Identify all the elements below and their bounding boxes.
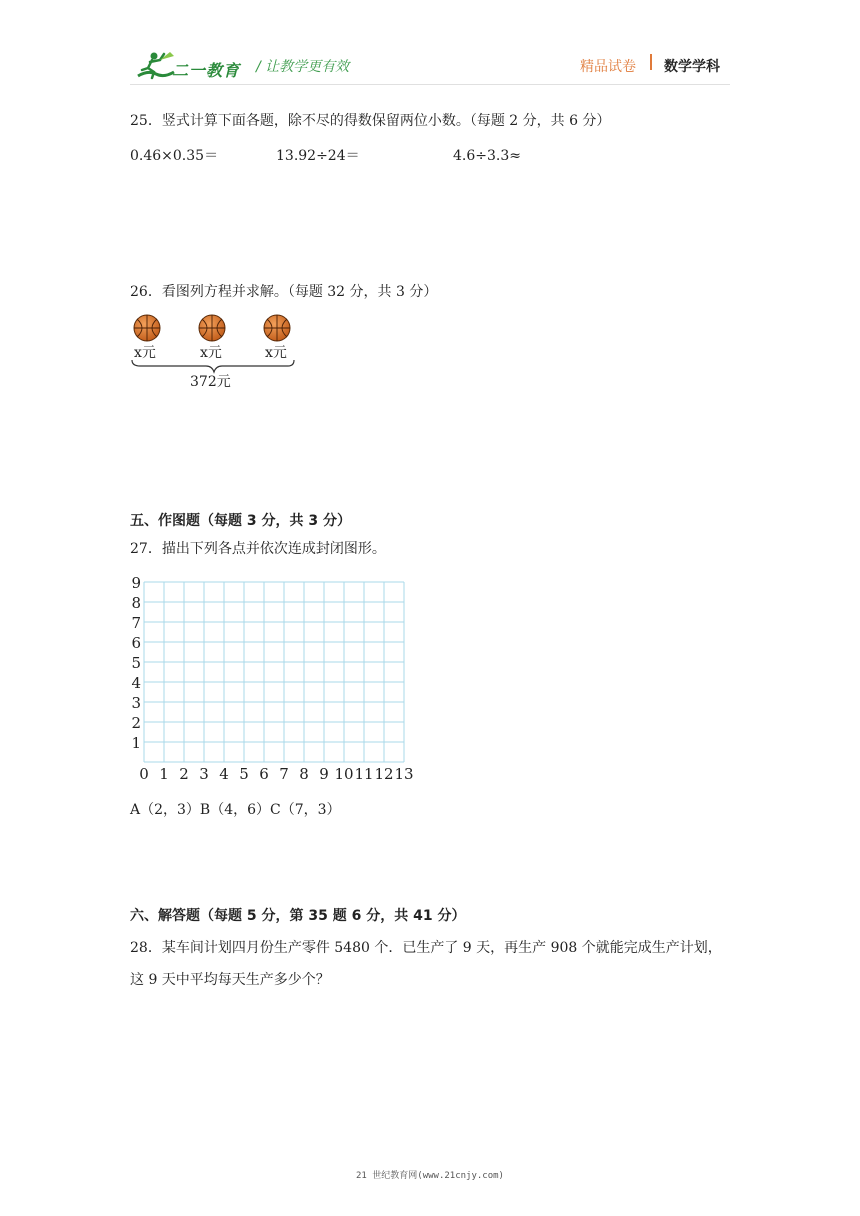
ball-label-3: x元 xyxy=(265,345,287,361)
x-tick-label: 13 xyxy=(394,765,414,782)
x-tick-label: 7 xyxy=(279,765,289,782)
basketball-icon xyxy=(199,315,225,341)
q25-item-1: 0.46×0.35＝ xyxy=(130,148,219,164)
brace xyxy=(132,360,294,372)
y-tick-label: 4 xyxy=(131,674,141,692)
header-subject: 数学学科 xyxy=(664,59,720,75)
y-tick-label: 2 xyxy=(131,714,141,732)
x-tick-label: 9 xyxy=(319,765,329,782)
x-tick-label: 4 xyxy=(219,765,229,782)
x-tick-label: 1 xyxy=(159,765,169,782)
total-label: 372元 xyxy=(190,374,231,390)
x-tick-label: 6 xyxy=(259,765,269,782)
x-tick-label: 10 xyxy=(334,765,354,782)
q25-item-3: 4.6÷3.3≈ xyxy=(453,148,521,164)
question-28-line-2: 这 9 天中平均每天生产多少个？ xyxy=(130,972,330,988)
brand-name: 二一教育 xyxy=(172,61,241,80)
basketball-icon xyxy=(134,315,160,341)
y-tick-label: 3 xyxy=(131,694,141,712)
y-tick-label: 6 xyxy=(131,634,141,652)
section-6-title: 六、解答题（每题 5 分，第 35 题 6 分，共 41 分） xyxy=(130,908,466,924)
y-tick-label: 1 xyxy=(131,734,141,752)
x-tick-label: 11 xyxy=(354,765,374,782)
question-27-title: 27．描出下列各点并依次连成封闭图形。 xyxy=(130,541,386,557)
x-tick-label: 2 xyxy=(179,765,189,782)
x-tick-label: 5 xyxy=(239,765,249,782)
basketball-icon xyxy=(264,315,290,341)
page-footer: 21 世纪教育网(www.21cnjy.com) xyxy=(356,1171,504,1181)
q25-item-2: 13.92÷24＝ xyxy=(276,148,360,164)
coordinate-grid xyxy=(128,574,420,782)
y-tick-label: 8 xyxy=(131,594,141,612)
ball-label-1: x元 xyxy=(134,345,156,361)
y-tick-label: 9 xyxy=(131,574,141,592)
header-divider xyxy=(650,54,652,70)
header-label: 精品试卷 xyxy=(580,59,636,75)
y-tick-label: 7 xyxy=(131,614,141,632)
y-tick-label: 5 xyxy=(131,654,141,672)
question-28-line-1: 28．某车间计划四月份生产零件 5480 个．已生产了 9 天，再生产 908 个就能完成生产计划， xyxy=(130,940,722,956)
header-rule xyxy=(130,84,730,85)
x-tick-label: 0 xyxy=(139,765,149,782)
q27-points: A（2，3）B（4，6）C（7，3） xyxy=(130,802,341,818)
x-tick-label: 3 xyxy=(199,765,209,782)
brand-slogan: / 让教学更有效 xyxy=(256,59,350,75)
question-26-title: 26．看图列方程并求解。（每题 32 分，共 3 分） xyxy=(130,284,438,300)
basketball-diagram xyxy=(128,312,300,392)
ball-label-2: x元 xyxy=(200,345,222,361)
x-tick-label: 8 xyxy=(299,765,309,782)
question-25-title: 25．竖式计算下面各题，除不尽的得数保留两位小数。（每题 2 分，共 6 分） xyxy=(130,113,611,129)
x-tick-label: 12 xyxy=(374,765,394,782)
section-5-title: 五、作图题（每题 3 分，共 3 分） xyxy=(130,513,351,529)
